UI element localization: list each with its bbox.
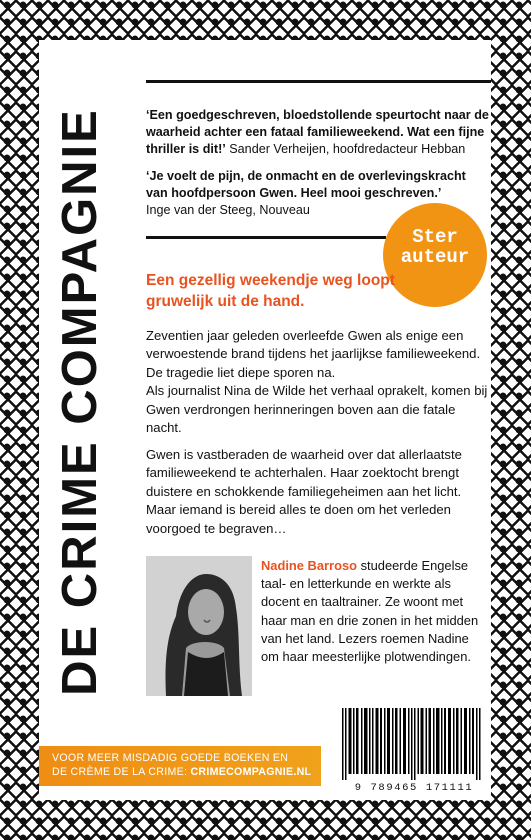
banner-line-2-prefix: DE CRÈME DE LA CRIME:	[52, 766, 191, 778]
blurb-text-1: Zeventien jaar geleden overleefde Gwen als enige een verwoestende brand tijdens het jaarlijkse familieweekend. De tragedie liet diepe sporen na.	[146, 328, 481, 380]
badge-line-2: auteur	[400, 246, 470, 268]
publisher-banner	[39, 746, 321, 786]
review-quote-1-text: ‘Een goedgeschreven, bloedstollende speurtocht naar de waarheid achter een fataal familieweekend. Wat een fijne thriller is dit!’	[146, 108, 489, 156]
author-bio-text: studeerde Engelse taal- en letterkunde en werkte als docent en taaltrainer. Ze woont met haar man en drie zonen in het midden van het land. Lezers roemen Nadine om haar meesterlijke plotwendingen.	[261, 558, 479, 665]
tagline: Een gezellig weekendje weg loopt gruwelijk uit de hand.	[146, 272, 395, 310]
review-quote-1	[146, 107, 491, 158]
review-quote-1-source: Sander Verheijen, hoofdredacteur Hebban	[229, 142, 466, 156]
review-quote-2-source: Inge van der Steeg, Nouveau	[146, 203, 310, 217]
blurb-paragraph-2	[146, 446, 491, 538]
author-portrait-image	[146, 556, 252, 696]
author-photo	[146, 556, 252, 696]
isbn-barcode	[335, 702, 491, 800]
banner-line-2	[52, 766, 311, 779]
author-bio	[261, 557, 486, 666]
middle-divider	[146, 236, 386, 239]
blurb-paragraph-1	[146, 327, 491, 437]
review-quote-2-text: ‘Je voelt de pijn, de onmacht en de overlevingskracht van hoofdpersoon Gwen. Heel mooi geschreven.’	[146, 169, 466, 200]
ster-auteur-badge	[383, 203, 487, 307]
barcode-bars-image	[342, 708, 484, 780]
series-title-vertical	[52, 62, 108, 742]
blurb-text-3: Gwen is vastberaden de waarheid over dat allerlaatste familieweekend te achterhalen. Haar zoektocht brengt duistere en schokkende familiegeheimen aan het licht. Maar iemand is bereid alles te doen om het verleden voorgoed te begraven…	[146, 447, 462, 536]
publisher-website-link[interactable]: CRIMECOMPAGNIE.NL	[190, 766, 312, 778]
top-divider	[146, 80, 491, 83]
isbn-digits: 9 789465 171111	[354, 782, 474, 794]
blurb-text-2: Als journalist Nina de Wilde het verhaal oprakelt, komen bij Gwen verdrongen herinneringen boven aan die fatale nacht.	[146, 383, 488, 436]
series-title: DE CRIME COMPAGNIE	[53, 108, 107, 696]
badge-line-1: Ster	[412, 226, 458, 248]
banner-line-1: VOOR MEER MISDADIG GOEDE BOEKEN EN	[52, 752, 289, 764]
author-name: Nadine Barroso	[261, 558, 357, 573]
